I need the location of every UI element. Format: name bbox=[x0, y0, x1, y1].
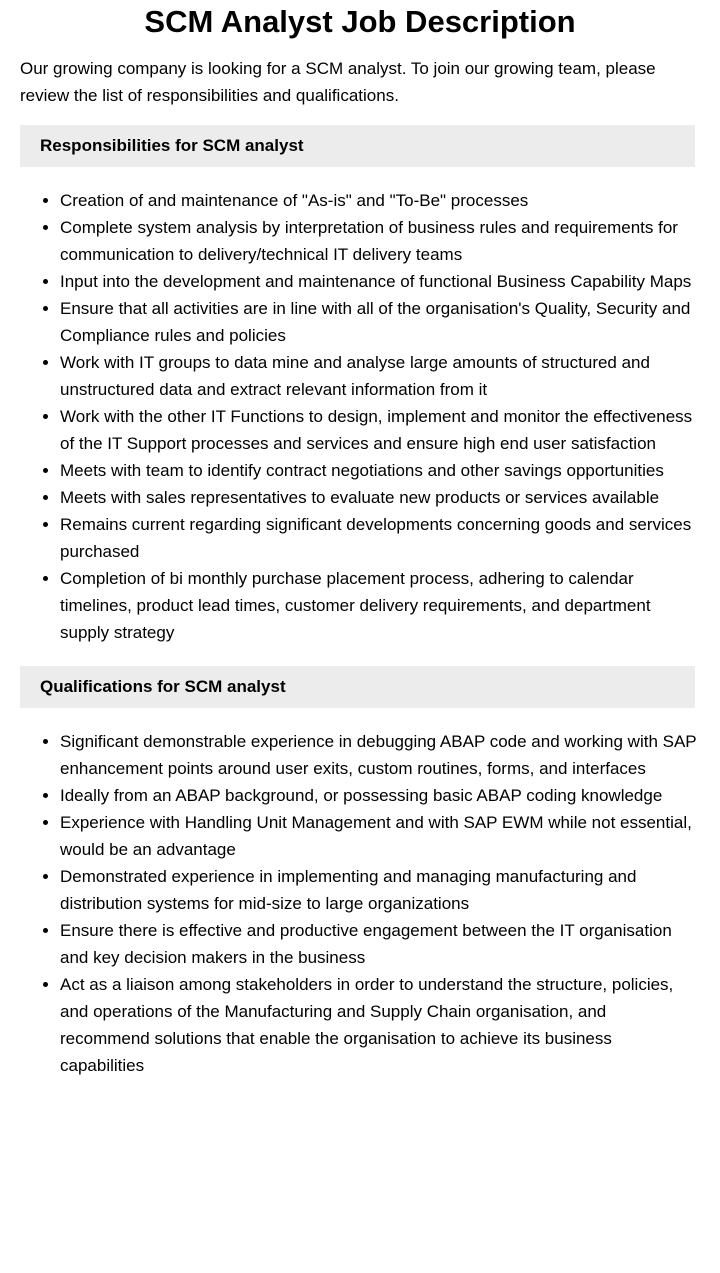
list-item: • Experience with Handling Unit Management and with SAP EWM while not essential, would be an advantage bbox=[60, 809, 700, 863]
list-item: • Meets with sales representatives to evaluate new products or services available bbox=[60, 484, 700, 511]
responsibilities-list bbox=[20, 187, 700, 646]
page-title: SCM Analyst Job Description bbox=[144, 4, 576, 39]
list-item: • Significant demonstrable experience in debugging ABAP code and working with SAP enhancement points around user exits, custom routines, forms, and interfaces bbox=[60, 728, 700, 782]
intro-text: Our growing company is looking for a SCM analyst. To join our growing team, please review the list of responsibilities and qualifications. bbox=[20, 59, 656, 105]
list-item: • Completion of bi monthly purchase placement process, adhering to calendar timelines, product lead times, customer delivery requirements, and department supply strategy bbox=[60, 565, 700, 646]
list-item: • Ideally from an ABAP background, or possessing basic ABAP coding knowledge bbox=[60, 782, 700, 809]
qualifications-heading: Qualifications for SCM analyst bbox=[20, 666, 695, 708]
list-item: • Demonstrated experience in implementing and managing manufacturing and distribution systems for mid-size to large organizations bbox=[60, 863, 700, 917]
list-item: • Creation of and maintenance of "As-is" and "To-Be" processes bbox=[60, 187, 700, 214]
list-item: • Ensure there is effective and productive engagement between the IT organisation and key decision makers in the business bbox=[60, 917, 700, 971]
responsibilities-heading: Responsibilities for SCM analyst bbox=[20, 125, 695, 167]
list-item: • Work with the other IT Functions to design, implement and monitor the effectiveness of the IT Support processes and services and ensure high end user satisfaction bbox=[60, 403, 700, 457]
list-item: • Work with IT groups to data mine and analyse large amounts of structured and unstructured data and extract relevant information from it bbox=[60, 349, 700, 403]
qualifications-list bbox=[20, 728, 700, 1079]
list-item: • Ensure that all activities are in line with all of the organisation's Quality, Security and Compliance rules and policies bbox=[60, 295, 700, 349]
list-item: • Complete system analysis by interpretation of business rules and requirements for communication to delivery/technical IT delivery teams bbox=[60, 214, 700, 268]
list-item: • Meets with team to identify contract negotiations and other savings opportunities bbox=[60, 457, 700, 484]
list-item: • Remains current regarding significant developments concerning goods and services purchased bbox=[60, 511, 700, 565]
list-item: • Act as a liaison among stakeholders in order to understand the structure, policies, and operations of the Manufacturing and Supply Chain organisation, and recommend solutions that enable the organisation to achieve its business capabilities bbox=[60, 971, 700, 1079]
list-item: • Input into the development and maintenance of functional Business Capability Maps bbox=[60, 268, 700, 295]
